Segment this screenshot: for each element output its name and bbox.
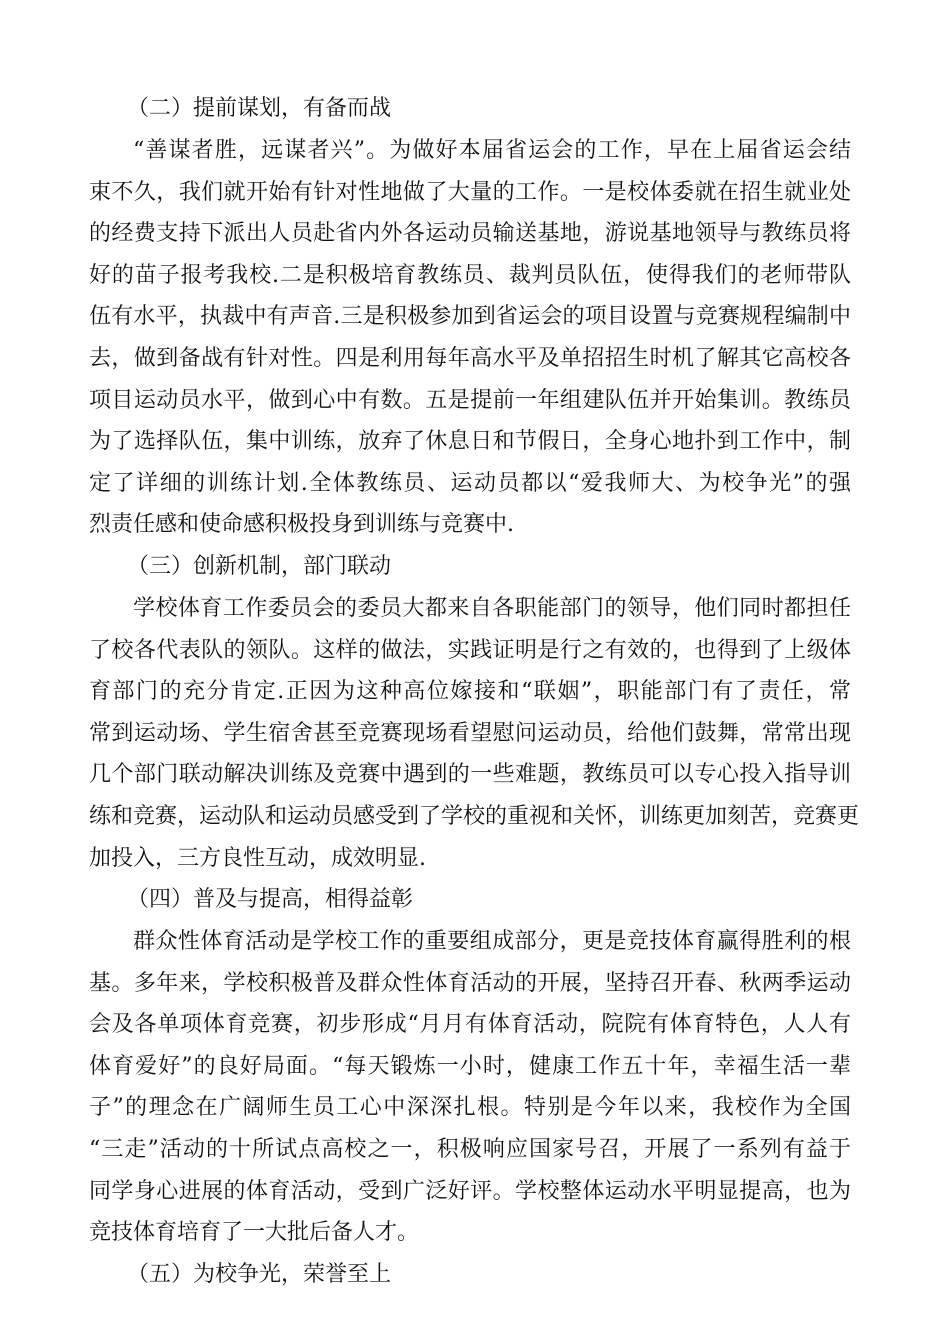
paragraph-line: 体育爱好”的良好局面。“每天锻炼一小时，健康工作五十年，幸福生活一辈: [89, 1053, 851, 1079]
document-body: [89, 88, 860, 1296]
section-heading: （四）普及与提高，相得益彰: [127, 887, 414, 913]
paragraph-line: 学校体育工作委员会的委员大都来自各职能部门的领导，他们同时都担任: [133, 595, 851, 621]
section-heading: （三）创新机制，部门联动: [127, 553, 392, 579]
paragraph-line: 育部门的充分肯定.正因为这种高位嫁接和“联姻”，职能部门有了责任，常: [89, 679, 851, 705]
section-heading: （五）为校争光，荣誉至上: [127, 1261, 392, 1287]
paragraph-line: 同学身心进展的体育活动，受到广泛好评。学校整体运动水平明显提高，也为: [89, 1178, 851, 1204]
section-4: [89, 879, 851, 1254]
paragraph: [89, 588, 860, 879]
paragraph-line: 几个部门联动解决训练及竞赛中遇到的一些难题，教练员可以专心投入指导训: [89, 762, 851, 788]
paragraph-line: 好的苗子报考我校.二是积极培育教练员、裁判员队伍，使得我们的老师带队: [89, 262, 851, 288]
paragraph-line: 群众性体育活动是学校工作的重要组成部分，更是竞技体育赢得胜利的根: [133, 929, 851, 955]
paragraph-line: 基。多年来，学校积极普及群众性体育活动的开展，坚持召开春、秋两季运动: [89, 970, 851, 996]
paragraph-line: 练和竞赛，运动队和运动员感受到了学校的重视和关怀，训练更加刻苦，竞赛更: [89, 803, 860, 829]
section-2: [89, 88, 851, 546]
paragraph-line: 束不久，我们就开始有针对性地做了大量的工作。一是校体委就在招生就业处: [89, 179, 851, 205]
paragraph-line: 子”的理念在广阔师生员工心中深深扎根。特别是今年以来，我校作为全国: [89, 1095, 851, 1121]
section-3: [89, 546, 860, 879]
paragraph-line: 项目运动员水平，做到心中有数。五是提前一年组建队伍并开始集训。教练员: [89, 387, 851, 413]
paragraph-line: 竞技体育培育了一大批后备人才。: [89, 1220, 420, 1246]
paragraph-line: 常到运动场、学生宿舍甚至竞赛现场看望慰问运动员，给他们鼓舞，常常出现: [89, 720, 851, 746]
paragraph-line: 了校各代表队的领队。这样的做法，实践证明是行之有效的，也得到了上级体: [89, 637, 851, 663]
paragraph-line: “善谋者胜，远谋者兴”。为做好本届省运会的工作，早在上届省运会结: [133, 138, 851, 163]
paragraph-line: 伍有水平，执裁中有声音.三是积极参加到省运会的项目设置与竞赛规程编制中: [89, 304, 851, 330]
section-heading: （二）提前谋划，有备而战: [127, 96, 392, 121]
paragraph-line: 的经费支持下派出人员赴省内外各运动员输送基地，游说基地领导与教练员将: [89, 221, 851, 247]
paragraph: [89, 130, 851, 546]
paragraph-line: 定了详细的训练计划.全体教练员、运动员都以“爱我师大、为校争光”的强: [89, 470, 851, 496]
paragraph: [89, 921, 851, 1254]
paragraph-line: 会及各单项体育竞赛，初步形成“月月有体育活动，院院有体育特色，人人有: [89, 1012, 851, 1038]
paragraph-line: 为了选择队伍，集中训练，放弃了休息日和节假日，全身心地扑到工作中，制: [89, 429, 851, 455]
section-5: [89, 1254, 851, 1296]
paragraph-line: 加投入，三方良性互动，成效明显.: [89, 845, 426, 871]
paragraph-line: “三走”活动的十所试点高校之一，积极响应国家号召，开展了一系列有益于: [89, 1137, 851, 1163]
paragraph-line: 烈责任感和使命感积极投身到训练与竞赛中.: [89, 512, 514, 538]
paragraph-line: 去，做到备战有针对性。四是利用每年高水平及单招招生时机了解其它高校各: [89, 345, 851, 371]
